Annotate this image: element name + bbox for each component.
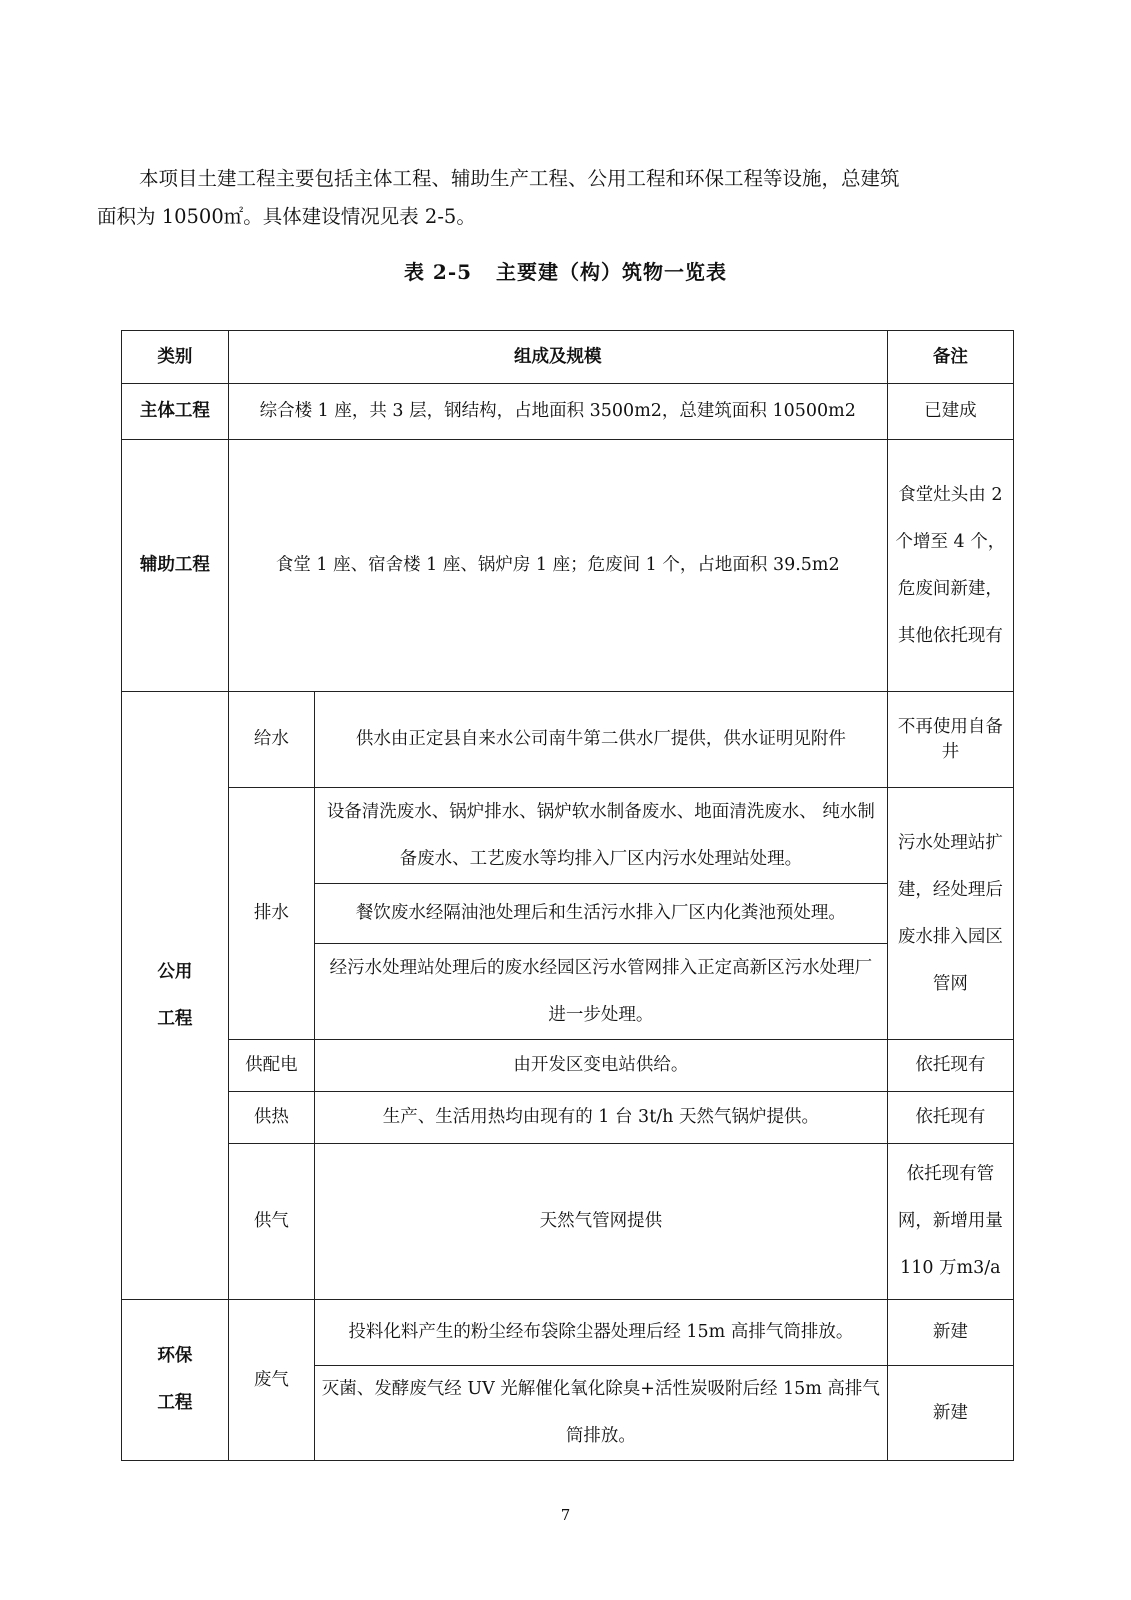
power-content: 由开发区变电站供给。 — [314, 1040, 887, 1092]
category-public — [122, 692, 229, 1300]
aux-note: 食堂灶头由 2 个增至 4 个，危废间新建，其他依托现有 — [887, 440, 1013, 692]
table-row — [122, 788, 1014, 884]
aux-content: 食堂 1 座、宿舍楼 1 座、锅炉房 1 座；危废间 1 个，占地面积 39.5m2 — [228, 440, 887, 692]
table-row — [122, 384, 1014, 440]
heat-content: 生产、生活用热均由现有的 1 台 3t/h 天然气锅炉提供。 — [314, 1092, 887, 1144]
heat-label: 供热 — [228, 1092, 314, 1144]
exhaust-row-2: 灭菌、发酵废气经 UV 光解催化氧化除臭+活性炭吸附后经 15m 高排气筒排放。 — [314, 1366, 887, 1461]
gas-label: 供气 — [228, 1144, 314, 1300]
exhaust-note-1: 新建 — [887, 1300, 1013, 1366]
table-row — [122, 1040, 1014, 1092]
table-row — [122, 1092, 1014, 1144]
table-row — [122, 1144, 1014, 1300]
table-number: 表 2-5 — [403, 260, 473, 284]
water-supply-label: 给水 — [228, 692, 314, 788]
exhaust-note-2: 新建 — [887, 1366, 1013, 1461]
drainage-row-1: 设备清洗废水、锅炉排水、锅炉软水制备废水、地面清洗废水、 纯水制备废水、工艺废水等均排入厂区内污水处理站处理。 — [314, 788, 887, 884]
gas-content: 天然气管网提供 — [314, 1144, 887, 1300]
category-env-line2: 工程 — [157, 1393, 193, 1413]
main-content: 综合楼 1 座，共 3 层，钢结构，占地面积 3500m2，总建筑面积 10500m2 — [228, 384, 887, 440]
intro-line-1: 本项目土建工程主要包括主体工程、辅助生产工程、公用工程和环保工程等设施，总建筑 — [139, 167, 900, 190]
exhaust-row-1: 投料化料产生的粉尘经布袋除尘器处理后经 15m 高排气筒排放。 — [314, 1300, 887, 1366]
table-row — [122, 692, 1014, 788]
main-note: 已建成 — [887, 384, 1013, 440]
table-title: 主要建（构）筑物一览表 — [496, 260, 728, 284]
water-supply-note: 不再使用自备井 — [887, 692, 1013, 788]
table-header-row — [122, 331, 1014, 384]
category-public-line2: 工程 — [157, 1008, 193, 1029]
header-category: 类别 — [122, 331, 229, 384]
page-number: 7 — [560, 1506, 571, 1524]
power-label: 供配电 — [228, 1040, 314, 1092]
category-aux: 辅助工程 — [122, 440, 229, 692]
heat-note: 依托现有 — [887, 1092, 1013, 1144]
drainage-row-3: 经污水处理站处理后的废水经园区污水管网排入正定高新区污水处理厂进一步处理。 — [314, 944, 887, 1040]
drainage-note: 污水处理站扩建，经处理后废水排入园区管网 — [887, 788, 1013, 1040]
drainage-label: 排水 — [228, 788, 314, 1040]
buildings-table — [121, 330, 1014, 1461]
header-content: 组成及规模 — [228, 331, 887, 384]
water-supply-content: 供水由正定县自来水公司南牛第二供水厂提供，供水证明见附件 — [314, 692, 887, 788]
table-row — [122, 440, 1014, 692]
intro-line-2: 面积为 10500㎡。具体建设情况见表 2-5。 — [97, 205, 476, 228]
category-env — [122, 1300, 229, 1461]
table-caption — [0, 256, 1131, 285]
category-public-line1: 公用 — [157, 961, 193, 982]
drainage-row-2: 餐饮废水经隔油池处理后和生活污水排入厂区内化粪池预处理。 — [314, 884, 887, 944]
category-env-line1: 环保 — [157, 1346, 193, 1366]
gas-note: 依托现有管网，新增用量 110 万m3/a — [887, 1144, 1013, 1300]
power-note: 依托现有 — [887, 1040, 1013, 1092]
category-main: 主体工程 — [122, 384, 229, 440]
exhaust-label: 废气 — [228, 1300, 314, 1461]
intro-paragraph — [97, 160, 1037, 236]
table-row — [122, 1300, 1014, 1366]
header-note: 备注 — [887, 331, 1013, 384]
